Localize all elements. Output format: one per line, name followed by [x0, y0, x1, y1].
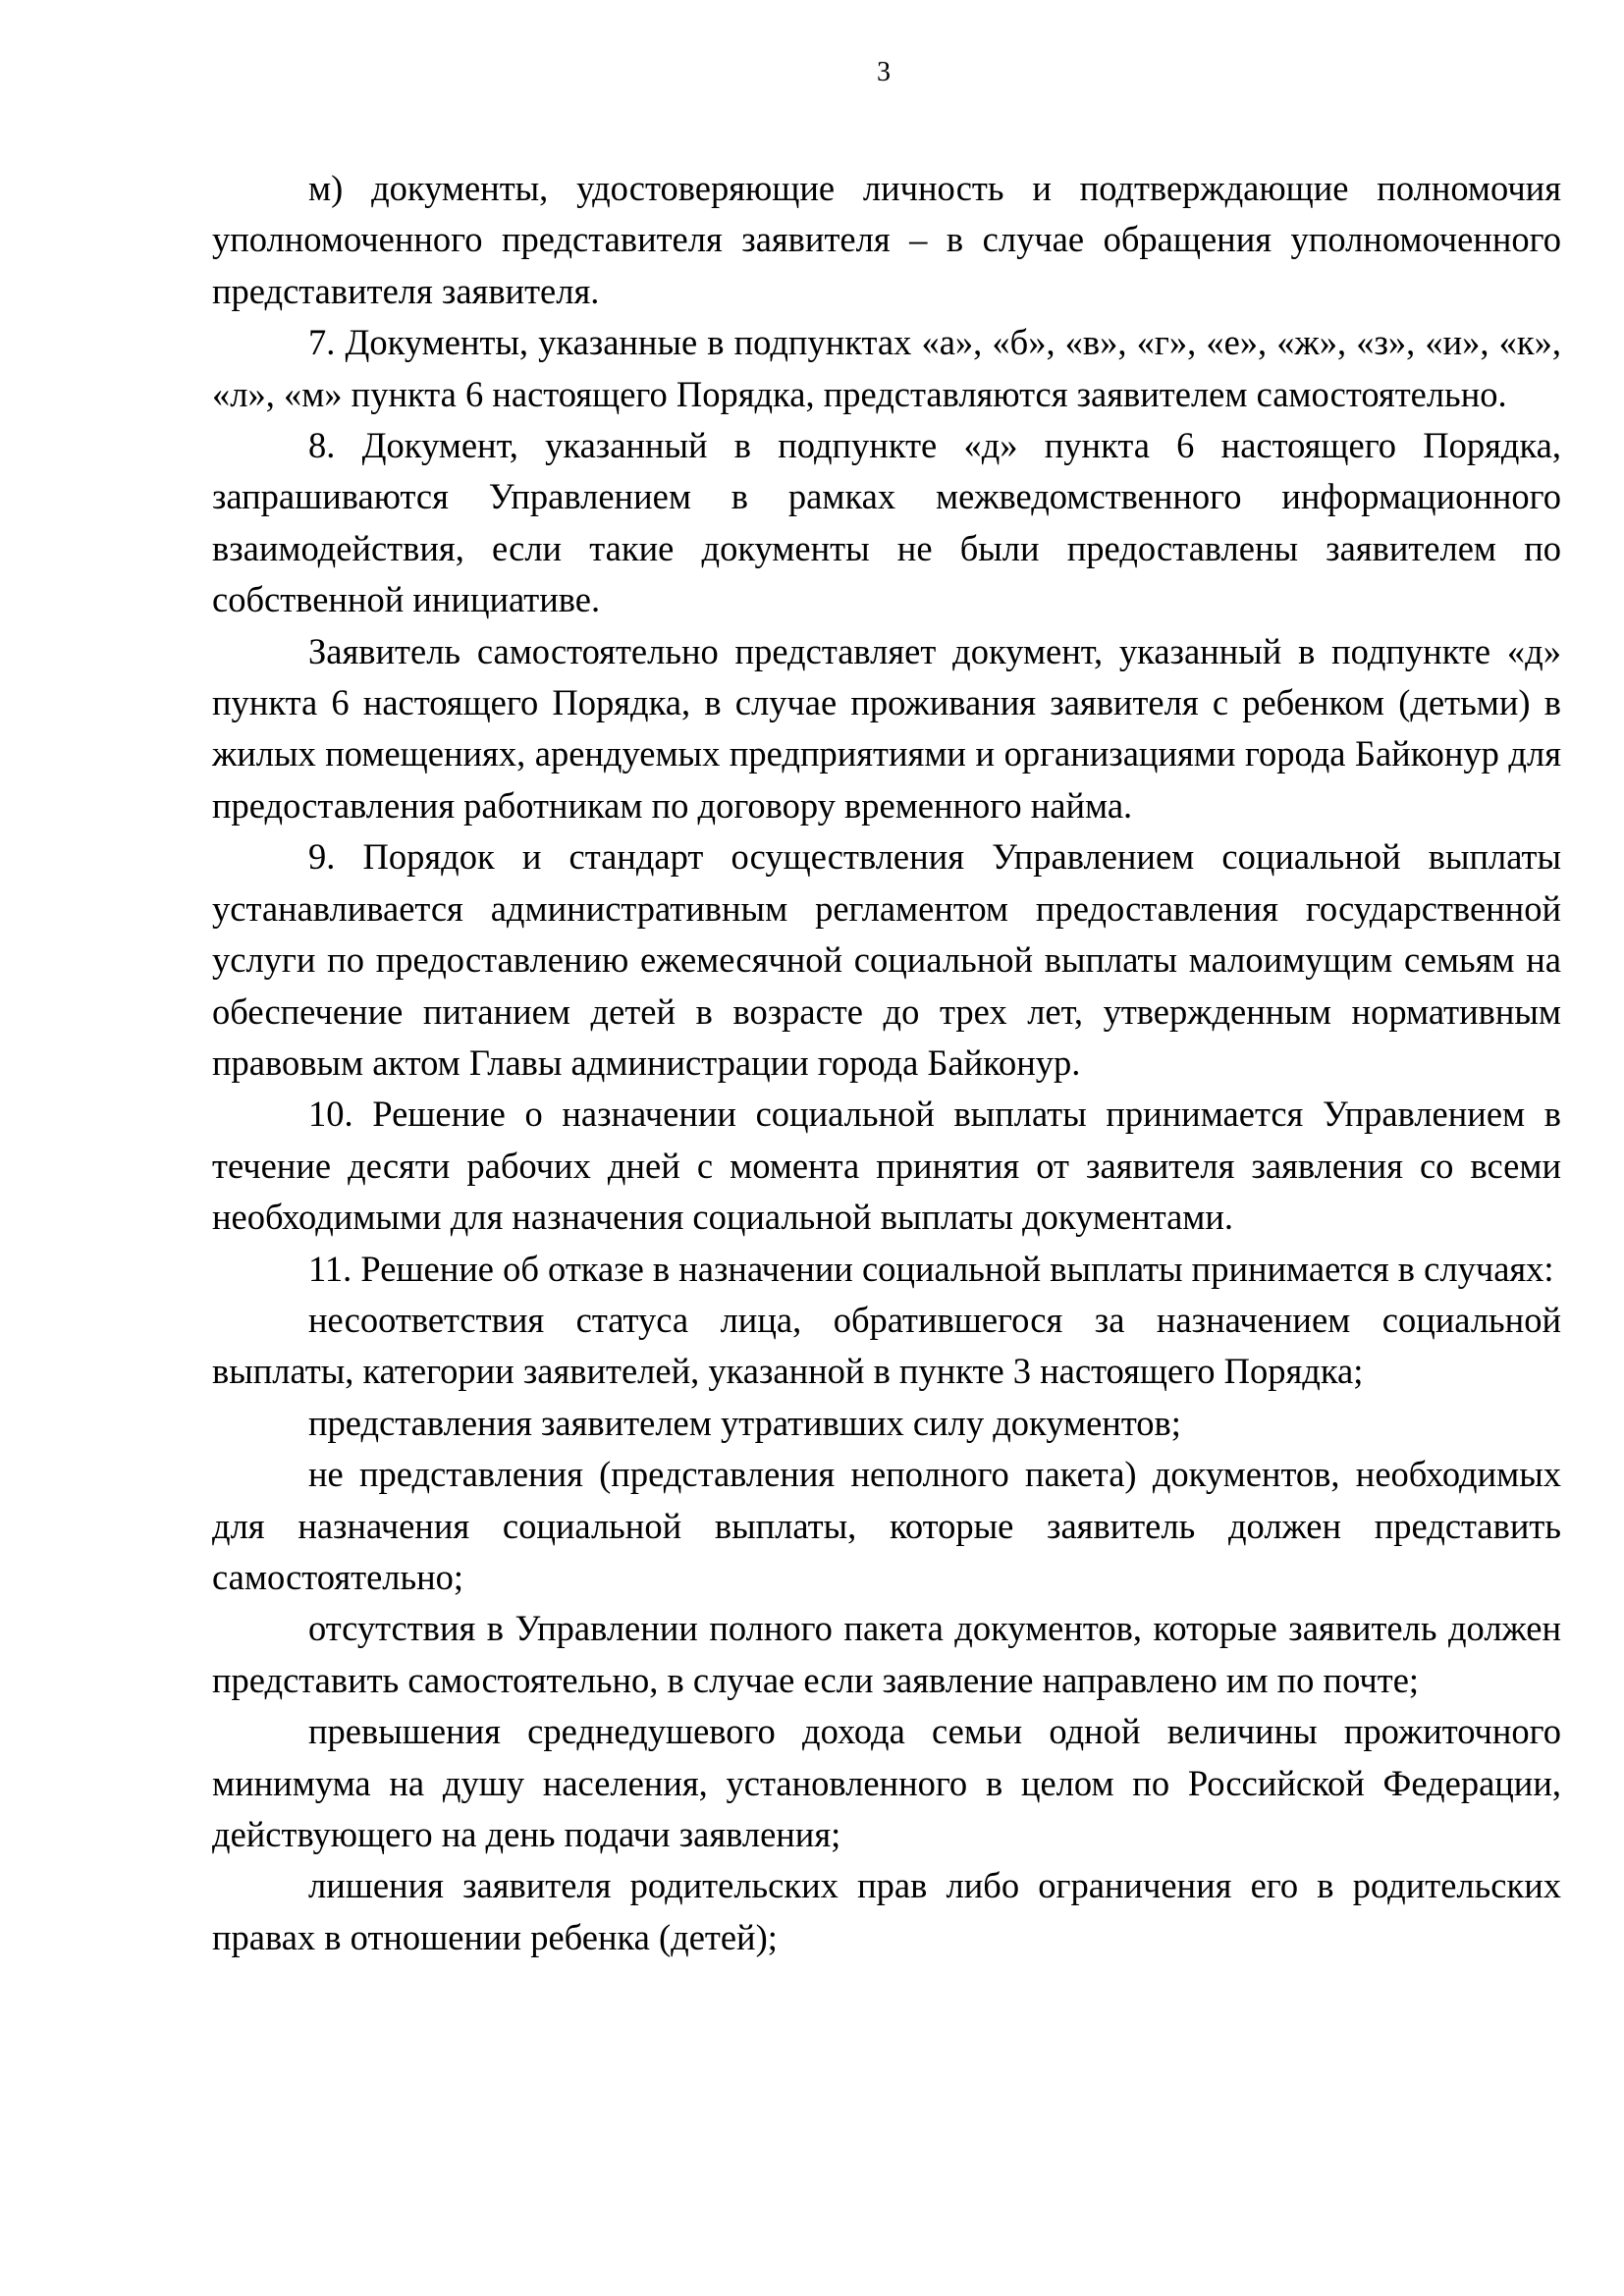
paragraph-9: 9. Порядок и стандарт осуществления Управлением социальной выплаты устанавливается административным регламентом предоставления государственной услуги по предоставлению ежемесячной социальной выплаты малоимущим семьям на обеспечение питанием детей в возрасте до трех лет, утвержденным нормативным правовым актом Главы администрации города Байконур.	[212, 836, 1561, 1083]
page-number: 3	[877, 57, 891, 87]
document-body	[212, 163, 1561, 1963]
refusal-reason-incomplete-package: не представления (представления неполного пакета) документов, необходимых для назначения социальной выплаты, которые заявитель должен представить самостоятельно;	[212, 1454, 1561, 1597]
refusal-reason-invalid-documents: представления заявителем утративших силу документов;	[308, 1402, 1181, 1443]
paragraph-8: 8. Документ, указанный в подпункте «д» пункта 6 настоящего Порядка, запрашиваются Управлением в рамках межведомственного информационного взаимодействия, если такие документы не были предоставлены заявителем по собственной инициативе.	[212, 425, 1561, 620]
paragraph-item-m: м) документы, удостоверяющие личность и подтверждающие полномочия уполномоченного представителя заявителя – в случае обращения уполномоченного представителя заявителя.	[212, 168, 1561, 311]
refusal-reason-status-mismatch: несоответствия статуса лица, обратившегося за назначением социальной выплаты, категории заявителей, указанной в пункте 3 настоящего Порядка;	[212, 1299, 1561, 1392]
paragraph-11: 11. Решение об отказе в назначении социальной выплаты принимается в случаях:	[308, 1248, 1554, 1289]
refusal-reason-parental-rights: лишения заявителя родительских прав либо ограничения его в родительских правах в отношении ребенка (детей);	[212, 1865, 1561, 1957]
paragraph-10: 10. Решение о назначении социальной выплаты принимается Управлением в течение десяти рабочих дней с момента принятия от заявителя заявления со всеми необходимыми для назначения социальной выплаты документами.	[212, 1094, 1561, 1238]
refusal-reason-missing-documents-by-mail: отсутствия в Управлении полного пакета документов, которые заявитель должен представить самостоятельно, в случае если заявление направлено им по почте;	[212, 1608, 1561, 1700]
paragraph-8-applicant-note: Заявитель самостоятельно представляет документ, указанный в подпункте «д» пункта 6 настоящего Порядка, в случае проживания заявителя с ребенком (детьми) в жилых помещениях, арендуемых предприятиями и организациями города Байконур для предоставления работникам по договору временного найма.	[212, 630, 1561, 826]
refusal-reason-income-exceeds-minimum: превышения среднедушевого дохода семьи одной величины прожиточного минимума на душу населения, установленного в целом по Российской Федерации, действующего на день подачи заявления;	[212, 1711, 1561, 1854]
paragraph-7: 7. Документы, указанные в подпунктах «а», «б», «в», «г», «е», «ж», «з», «и», «к», «л», «м» пункта 6 настоящего Порядка, представляются заявителем самостоятельно.	[212, 322, 1561, 414]
